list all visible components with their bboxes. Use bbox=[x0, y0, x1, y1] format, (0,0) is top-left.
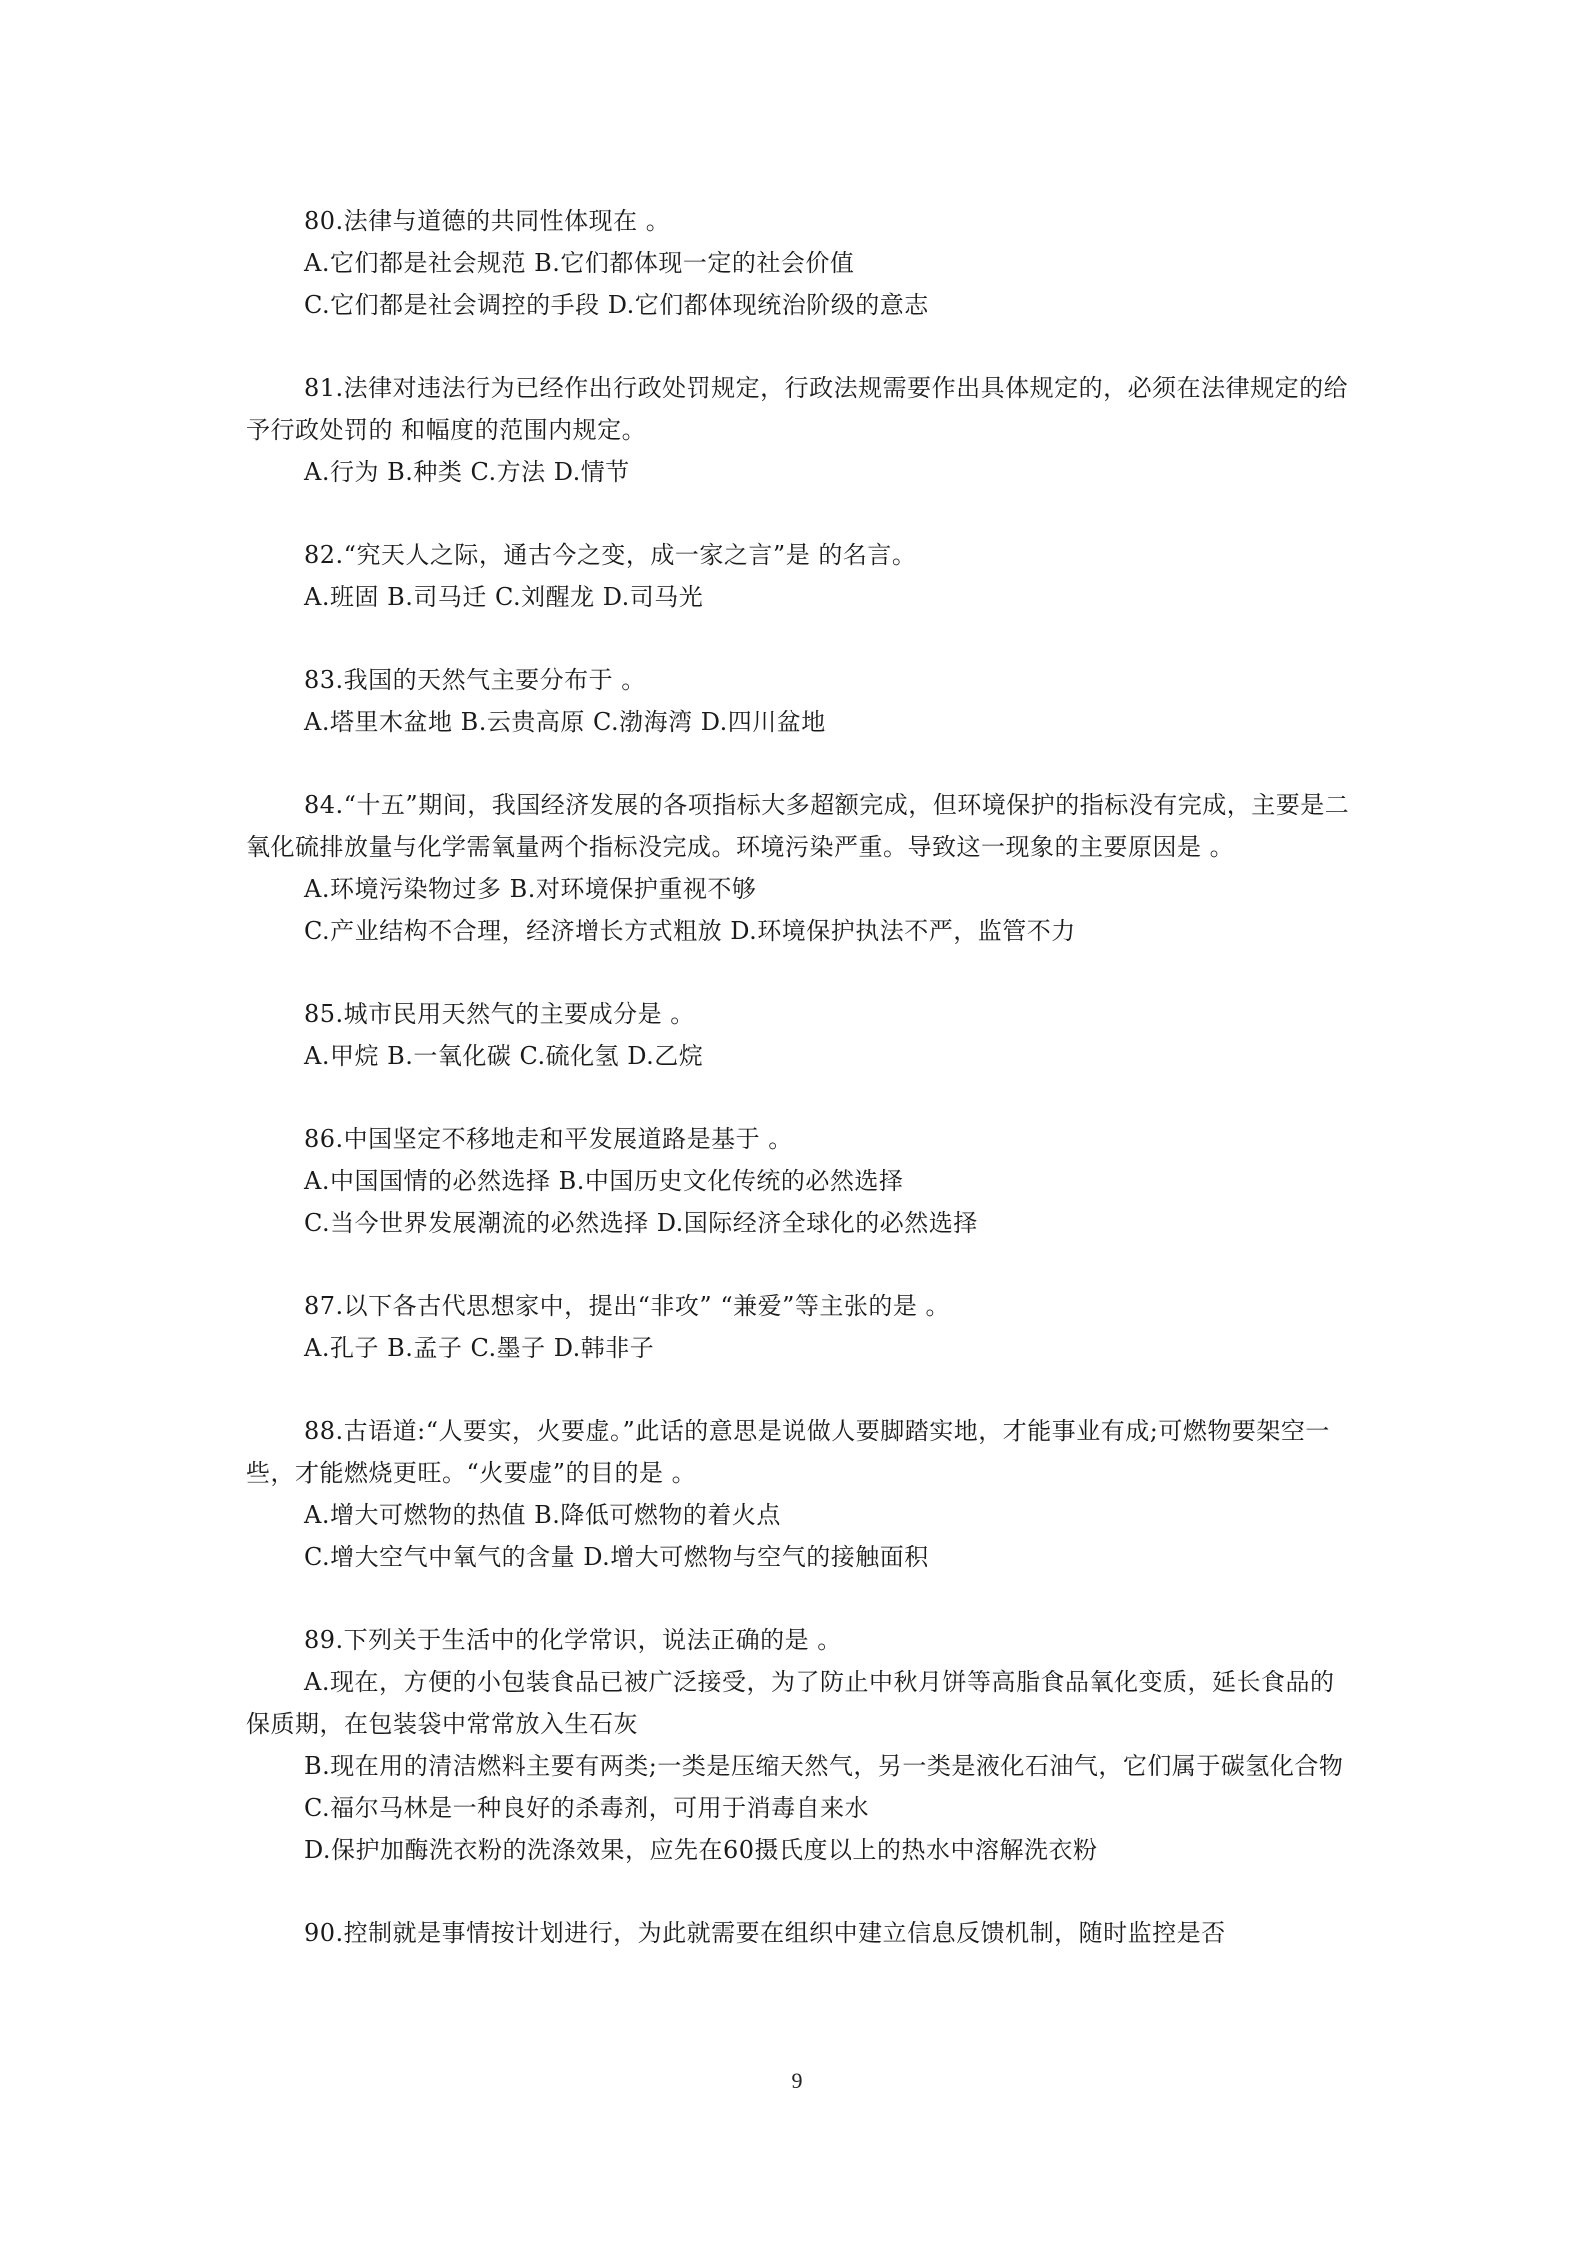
question-list bbox=[246, 200, 1354, 1995]
option-line: A.甲烷 B.一氧化碳 C.硫化氢 D.乙烷 bbox=[304, 1042, 704, 1070]
option-paragraph: B.现在用的清洁燃料主要有两类;一类是压缩天然气，另一类是液化石油气，它们属于碳氢化合物 bbox=[304, 1752, 1344, 1780]
option-paragraph: D.保护加酶洗衣粉的洗涤效果，应先在60摄氏度以上的热水中溶解洗衣粉 bbox=[304, 1836, 1098, 1864]
question-87 bbox=[246, 1285, 1354, 1369]
question-stem: 90.控制就是事情按计划进行，为此就需要在组织中建立信息反馈机制，随时监控是否 bbox=[304, 1919, 1226, 1947]
option-line: A.增大可燃物的热值 B.降低可燃物的着火点 bbox=[304, 1501, 781, 1529]
option-paragraph: C.福尔马林是一种良好的杀毒剂，可用于消毒自来水 bbox=[304, 1794, 870, 1822]
option-paragraph: A.现在，方便的小包装食品已被广泛接受，为了防止中秋月饼等高脂食品氧化变质，延长食品的保质期，在包装袋中常常放入生石灰 bbox=[246, 1668, 1335, 1738]
option-line: A.它们都是社会规范 B.它们都体现一定的社会价值 bbox=[304, 249, 855, 277]
option-line: C.产业结构不合理，经济增长方式粗放 D.环境保护执法不严，监管不力 bbox=[304, 917, 1076, 945]
question-stem: 81.法律对违法行为已经作出行政处罚规定，行政法规需要作出具体规定的，必须在法律规定的给予行政处罚的 和幅度的范围内规定。 bbox=[246, 374, 1349, 444]
option-line: A.行为 B.种类 C.方法 D.情节 bbox=[304, 458, 630, 486]
option-line: A.环境污染物过多 B.对环境保护重视不够 bbox=[304, 875, 757, 903]
option-line: A.班固 B.司马迁 C.刘醒龙 D.司马光 bbox=[304, 583, 704, 611]
question-stem: 87.以下各古代思想家中，提出“非攻” “兼爱”等主张的是 。 bbox=[304, 1292, 951, 1320]
question-89 bbox=[246, 1619, 1354, 1871]
question-88 bbox=[246, 1410, 1354, 1578]
question-84 bbox=[246, 784, 1354, 952]
question-83 bbox=[246, 659, 1354, 743]
option-line: C.增大空气中氧气的含量 D.增大可燃物与空气的接触面积 bbox=[304, 1543, 929, 1571]
question-stem: 80.法律与道德的共同性体现在 。 bbox=[304, 207, 671, 235]
question-stem: 86.中国坚定不移地走和平发展道路是基于 。 bbox=[304, 1125, 793, 1153]
question-90 bbox=[246, 1912, 1354, 1954]
question-82 bbox=[246, 534, 1354, 618]
question-stem: 84.“十五”期间，我国经济发展的各项指标大多超额完成，但环境保护的指标没有完成，主要是二氧化硫排放量与化学需氧量两个指标没完成。环境污染严重。导致这一现象的主要原因是 。 bbox=[246, 791, 1350, 861]
question-81 bbox=[246, 367, 1354, 493]
question-stem: 82.“究天人之际，通古今之变，成一家之言”是 的名言。 bbox=[304, 541, 917, 569]
option-line: C.当今世界发展潮流的必然选择 D.国际经济全球化的必然选择 bbox=[304, 1209, 978, 1237]
question-stem: 85.城市民用天然气的主要成分是 。 bbox=[304, 1000, 695, 1028]
question-stem: 89.下列关于生活中的化学常识，说法正确的是 。 bbox=[304, 1626, 842, 1654]
option-line: A.孔子 B.孟子 C.墨子 D.韩非子 bbox=[304, 1334, 655, 1362]
question-86 bbox=[246, 1118, 1354, 1244]
question-80 bbox=[246, 200, 1354, 326]
question-85 bbox=[246, 993, 1354, 1077]
option-line: A.中国国情的必然选择 B.中国历史文化传统的必然选择 bbox=[304, 1167, 904, 1195]
question-stem: 83.我国的天然气主要分布于 。 bbox=[304, 666, 646, 694]
question-stem: 88.古语道:“人要实，火要虚。”此话的意思是说做人要脚踏实地，才能事业有成;可燃物要架空一些，才能燃烧更旺。“火要虚”的目的是 。 bbox=[246, 1417, 1330, 1487]
option-line: A.塔里木盆地 B.云贵高原 C.渤海湾 D.四川盆地 bbox=[304, 708, 826, 736]
page-number: 9 bbox=[791, 2068, 803, 2093]
option-line: C.它们都是社会调控的手段 D.它们都体现统治阶级的意志 bbox=[304, 291, 929, 319]
